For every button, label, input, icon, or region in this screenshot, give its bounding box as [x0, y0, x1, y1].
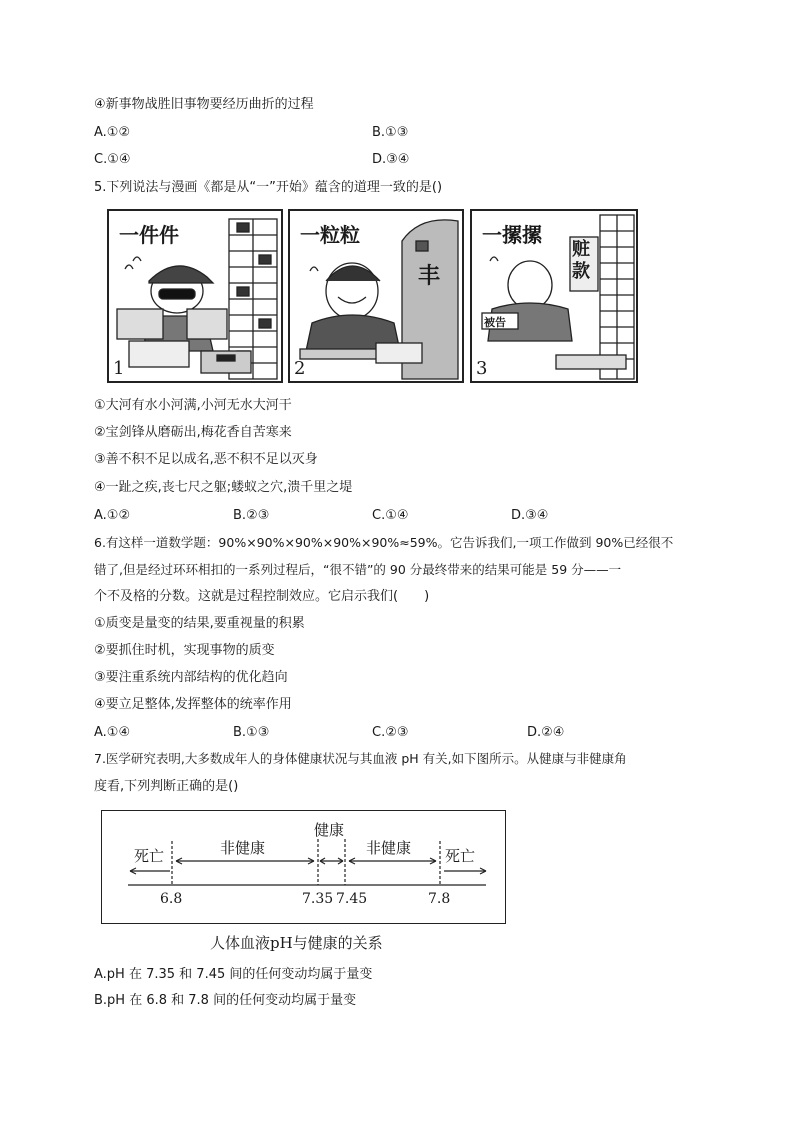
- q6-statement-3: ③要注重系统内部结构的优化趋向: [94, 670, 288, 685]
- q5-statement-2: ②宝剑锋从磨砺出,梅花香自苦寒来: [94, 425, 292, 440]
- comic-panel-1: [107, 209, 283, 383]
- question-5-stem: 5.下列说法与漫画《都是从“一”开始》蕴含的道理一致的是(): [94, 180, 443, 195]
- q5-statement-1: ①大河有水小河满,小河无水大河干: [94, 398, 292, 413]
- q6-statement-1: ①质变是量变的结果,要重视量的积累: [94, 616, 305, 631]
- comic-panel-3: [470, 209, 638, 383]
- unhealthy-left-label: 非健康: [220, 839, 266, 857]
- q6-option-a: A.①④: [94, 725, 131, 740]
- tick-label-6-8: 6.8: [160, 891, 183, 907]
- death-right-label: 死亡: [445, 847, 476, 865]
- comic-panel-3-sign: 赃款: [572, 239, 590, 282]
- healthy-label: 健康: [314, 821, 345, 839]
- q5-statement-3: ③善不积不足以成名,恶不积不足以灭身: [94, 452, 318, 467]
- tick-label-7-8: 7.8: [428, 891, 451, 907]
- q6-statement-2: ②要抓住时机，实现事物的质变: [94, 643, 275, 658]
- q4-option-a: A.①②: [94, 125, 131, 140]
- comic-panel-3-number: 3: [476, 358, 488, 379]
- ph-health-figure: [101, 810, 506, 924]
- comic-panel-1-number: 1: [113, 358, 125, 379]
- q7-option-b: B.pH 在 6.8 和 7.8 间的任何变动均属于量变: [94, 993, 357, 1008]
- comic-panel-2-title: 一粒粒: [300, 223, 360, 247]
- q5-option-b: B.②③: [233, 508, 270, 523]
- comic-panel-1-title: 一件件: [119, 223, 179, 247]
- unhealthy-right-label: 非健康: [366, 839, 412, 857]
- death-left-label: 死亡: [134, 847, 165, 865]
- q4-option-d: D.③④: [372, 152, 410, 167]
- q4-option-b: B.①③: [372, 125, 409, 140]
- q6-option-d: D.②④: [527, 725, 565, 740]
- q7-stem-line-1: 7.医学研究表明,大多数成年人的身体健康状况与其血液 pH 有关,如下图所示。从健康与非健康角: [94, 751, 627, 766]
- q6-stem-line-2: 错了,但是经过环环相扣的一系列过程后，“很不错”的 90 分最终带来的结果可能是 59 分——一: [94, 562, 622, 577]
- comic-panel-3-plaque: 被告: [484, 316, 506, 329]
- q5-option-a: A.①②: [94, 508, 131, 523]
- q5-statement-4: ④一趾之疾,丧七尺之躯;蝼蚁之穴,溃千里之堤: [94, 480, 353, 495]
- q5-option-d: D.③④: [511, 508, 549, 523]
- tick-label-7-35: 7.35: [302, 891, 334, 907]
- q6-option-c: C.②③: [372, 725, 409, 740]
- q6-statement-4: ④要立足整体,发挥整体的统率作用: [94, 697, 292, 712]
- figure-caption: 人体血液pH与健康的关系: [210, 934, 383, 952]
- q7-option-a: A.pH 在 7.35 和 7.45 间的任何变动均属于量变: [94, 967, 373, 982]
- tick-label-7-45: 7.45: [336, 891, 368, 907]
- comic-panel-2-sign: 丰: [418, 263, 441, 289]
- q5-option-c: C.①④: [372, 508, 409, 523]
- comic-panel-3-title: 一摞摞: [482, 223, 542, 247]
- comic-panel-2-number: 2: [294, 358, 306, 379]
- q4-option-c: C.①④: [94, 152, 131, 167]
- comic-panel-2: [288, 209, 464, 383]
- q6-option-b: B.①③: [233, 725, 270, 740]
- q7-stem-line-2: 度看,下列判断正确的是(): [94, 779, 239, 794]
- q6-stem-line-1: 6.有这样一道数学题：90%×90%×90%×90%×90%≈59%。它告诉我们,一项工作做到 90%已经很不: [94, 535, 674, 550]
- question-4-statement-4: ④新事物战胜旧事物要经历曲折的过程: [94, 97, 314, 112]
- q6-stem-line-3: 个不及格的分数。这就是过程控制效应。它启示我们( ): [94, 589, 430, 604]
